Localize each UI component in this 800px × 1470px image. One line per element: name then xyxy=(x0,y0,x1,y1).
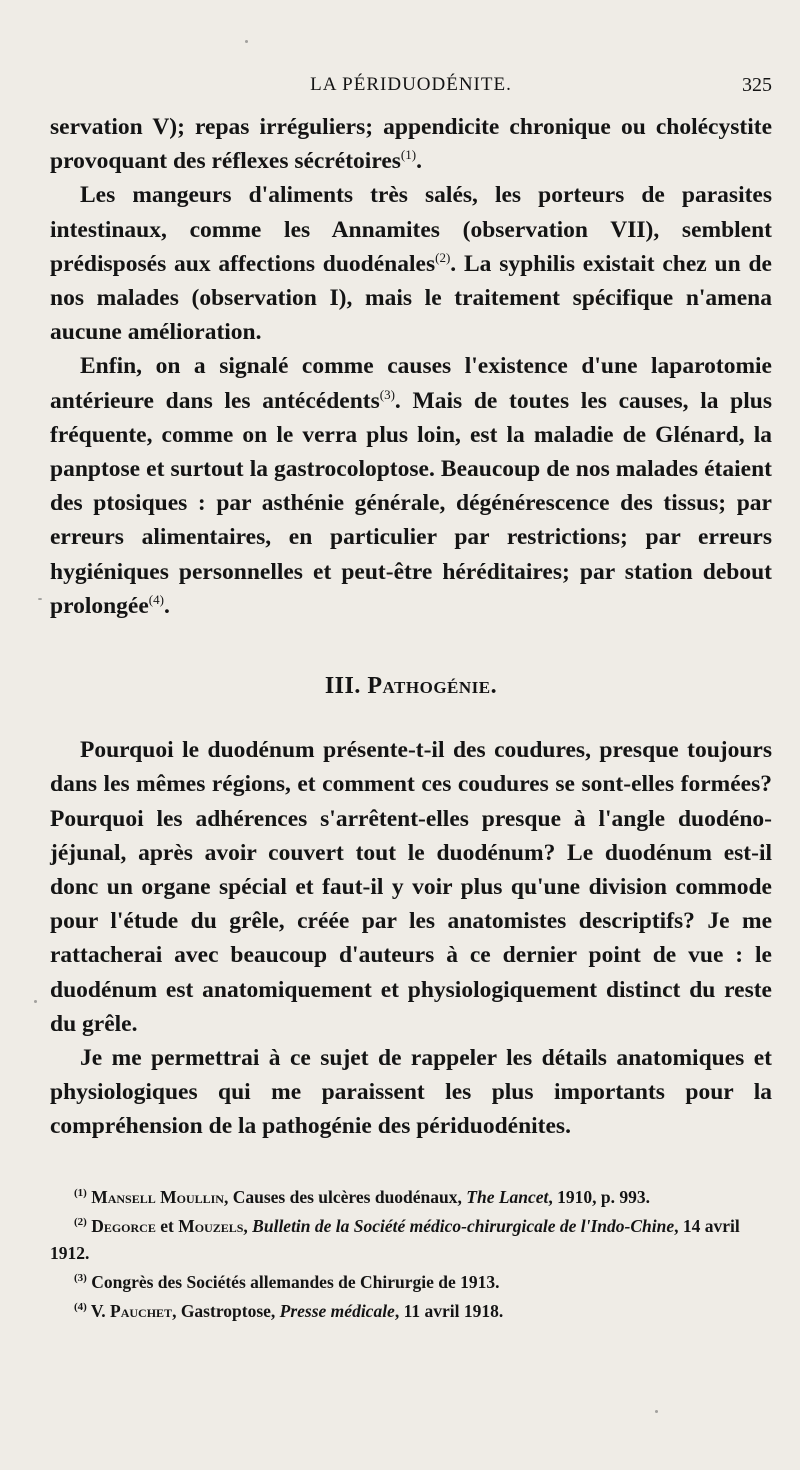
footnote-separator: , xyxy=(243,1216,253,1236)
footnote-3 xyxy=(50,1269,772,1296)
paragraph-3-text: Enfin, on a signalé comme causes l'existence d'une laparotomie antérieure dans les antécédents xyxy=(50,353,772,414)
footnote-marker: (3) xyxy=(74,1272,87,1285)
paragraph-2-text: Les mangeurs d'aliments très salés, les porteurs de parasites intestinaux, comme les Annamites (observation VII), semblent prédisposés aux affections duodénales xyxy=(50,182,772,277)
paragraph-1 xyxy=(50,110,772,178)
footnotes xyxy=(50,1184,772,1327)
paragraph-3-end: . xyxy=(163,592,170,619)
paragraph-4: Pourquoi le duodénum présente-t-il des coudures, presque toujours dans les mêmes régions, et comment ces coudures se sont-elles formées? Pourquoi les adhérences s'arrêtent-elles presque à l'angle duodéno-jéjunal, après avoir couvert tout le duodénum? Le duodénum est-il donc un organe spécial et faut-il y voir plus qu'une division commode pour l'étude du grêle, créée par les anatomistes descriptifs? Je me rattacherai avec beaucoup d'auteurs à ce dernier point de vue : le duodénum est anatomiquement et physiologiquement distinct du reste du grêle. xyxy=(50,737,772,1037)
footnote-connector: et xyxy=(155,1216,179,1236)
footnote-author-2: Mouzels xyxy=(178,1216,244,1236)
page-number: 325 xyxy=(742,74,772,96)
footnote-text: Congrès des Sociétés allemandes de Chirurgie de 1913. xyxy=(91,1272,500,1292)
paragraph-1-end: . xyxy=(416,148,422,175)
footnote-author: Degorce xyxy=(91,1216,156,1236)
footnote-2 xyxy=(50,1213,772,1267)
paragraph-3-middle: . Mais de toutes les causes, la plus fréquente, comme on le verra plus loin, est la maladie de Glénard, la panptose et surtout la gastrocoloptose. Beaucoup de nos malades étaient des ptosiques : par asthénie générale, dégénérescence des tissus; par erreurs alimentaires, en particulier par restrictions; par erreurs hygiéniques personnelles et peut-être héréditaires; par station debout prolongée xyxy=(50,387,773,619)
page-header xyxy=(50,68,772,102)
footnote-4 xyxy=(50,1298,772,1325)
footnote-ref-3: (3) xyxy=(379,386,395,402)
footnote-ref-2: (2) xyxy=(435,249,451,265)
section-heading xyxy=(50,669,772,703)
footnote-author: Pauchet xyxy=(110,1301,173,1321)
footnote-journal: The Lancet xyxy=(466,1187,549,1207)
paper-speck xyxy=(655,1410,658,1413)
footnote-rest: , 11 avril 1918. xyxy=(394,1301,504,1321)
footnote-marker: (1) xyxy=(74,1187,87,1200)
paragraph-5: Je me permettrai à ce sujet de rappeler les détails anatomiques et physiologiques qui me paraissent les plus importants pour la compréhension de la pathogénie des périduodénites. xyxy=(50,1045,772,1140)
footnote-marker: (4) xyxy=(74,1301,87,1314)
body-text xyxy=(50,110,772,1144)
footnote-journal: Presse médicale xyxy=(279,1301,395,1321)
paper-speck xyxy=(245,40,248,43)
footnote-ref-1: (1) xyxy=(400,147,417,163)
paper-speck xyxy=(38,598,42,600)
footnote-rest: , 1910, p. 993. xyxy=(548,1187,651,1207)
footnote-journal: Bulletin de la Société médico-chirurgicale de l'Indo-Chine xyxy=(252,1216,675,1236)
paragraph-2 xyxy=(50,178,772,349)
footnote-title: , Causes des ulcères duodénaux, xyxy=(223,1187,467,1207)
section-number: III. xyxy=(324,673,361,700)
footnote-author: Mansell Moullin xyxy=(91,1187,224,1207)
footnote-ref-4: (4) xyxy=(148,592,164,608)
paragraph-2-end: . La syphilis existait chez un de nos malades (observation I), mais le traitement spécifique n'amena aucune amélioration. xyxy=(50,250,772,346)
paragraph-1-text: servation V); repas irréguliers; appendicite chronique ou cholécystite provoquant des réflexes sécrétoires xyxy=(50,114,772,175)
footnote-marker: (2) xyxy=(74,1216,87,1229)
footnote-title: , Gastroptose, xyxy=(172,1301,280,1321)
running-title: LA PÉRIDUODÉNITE. xyxy=(310,74,512,95)
paper-speck xyxy=(34,1000,37,1003)
paragraph-3 xyxy=(50,349,772,623)
section-title: Pathogénie. xyxy=(367,673,498,700)
footnote-prefix: V. xyxy=(90,1301,111,1321)
footnote-1 xyxy=(50,1184,772,1211)
footnote-rest: , 14 avril 1912. xyxy=(50,1216,740,1263)
